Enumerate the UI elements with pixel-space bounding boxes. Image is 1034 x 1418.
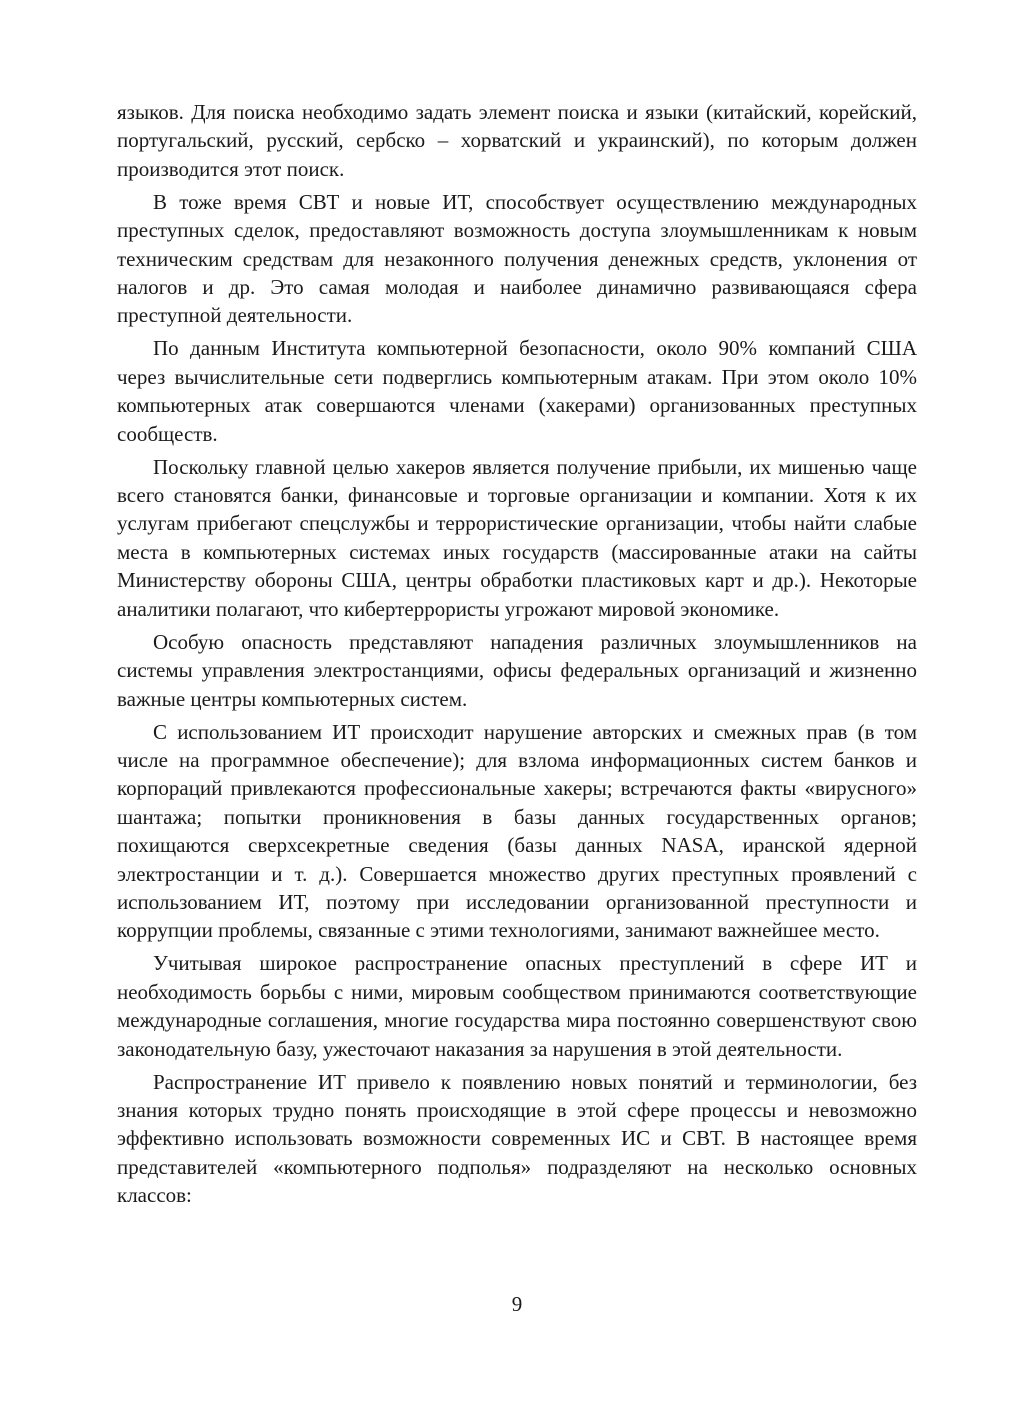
paragraph-continuation: языков. Для поиска необходимо задать элемент поиска и языки (китайский, корейский, португальский, русский, сербско – хорватский и украинский), по которым должен производится этот поиск. (117, 100, 917, 181)
paragraph-special-danger: Особую опасность представляют нападения различных злоумышленников на системы управления электростанциями, офисы федеральных организаций и жизненно важные центры компьютерных систем. (117, 629, 917, 711)
paragraph-terminology: Распространение ИТ привело к появлению новых понятий и терминологии, без знания которых трудно понять происходящие в этой сфере процессы и невозможно эффективно использовать возможности современных ИС и СВТ. В настоящее время представителей «компьютерного подполья» подразделяют на несколько основных классов: (117, 1069, 917, 1208)
paragraph-world-community: Учитывая широкое распространение опасных преступлений в сфере ИТ и необходимость борьбы с ними, мировым сообществом принимаются соответствующие международные соглашения, многие государства мира постоянно совершенствуют свою законодательную базу, ужесточают наказания за нарушения в этой деятельности. (117, 951, 917, 1061)
paragraph-copyright-violations: С использованием ИТ происходит нарушение авторских и смежных прав (в том числе на программное обеспечение); для взлома информационных систем банков и корпораций привлекаются профессиональные хакеры; встречаются факты «вирусного» шантажа; попытки проникновения в базы данных государственных органов; похищаются сверхсекретные сведения (базы данных NASA, иранской ядерной электростанции и т. д.). Совершается множество других преступных проявлений с использованием ИТ, поэтому при исследовании организованной преступности и коррупции проблемы, связанные с этими технологиями, занимают важнейшее место. (117, 719, 917, 943)
paragraph-svt-it: В тоже время СВТ и новые ИТ, способствует осуществлению международных преступных сделок, предоставляют возможность доступа злоумышленникам к новым техническим средствам для незаконного получения денежных средств, уклонения от налогов и др. Это самая молодая и наиболее динамично развивающаяся сфера преступной деятельности. (117, 189, 917, 328)
paragraph-security-institute: По данным Института компьютерной безопасности, около 90% компаний США через вычислительные сети подверглись компьютерным атакам. При этом около 10% компьютерных атак совершаются членами (хакерами) организованных преступных сообществ. (117, 336, 917, 446)
page-body (117, 98, 917, 1214)
page-number: 9 (511, 1292, 523, 1316)
paragraph-hacker-targets: Поскольку главной целью хакеров является получение прибыли, их мишенью чаще всего становятся банки, финансовые и торговые организации и компании. Хотя к их услугам прибегают спецслужбы и террористические организации, чтобы найти слабые места в компьютерных системах иных государств (массированные атаки на сайты Министерству обороны США, центры обработки пластиковых карт и др.). Некоторые аналитики полагают, что кибертеррористы угрожают мировой экономике. (117, 454, 917, 621)
